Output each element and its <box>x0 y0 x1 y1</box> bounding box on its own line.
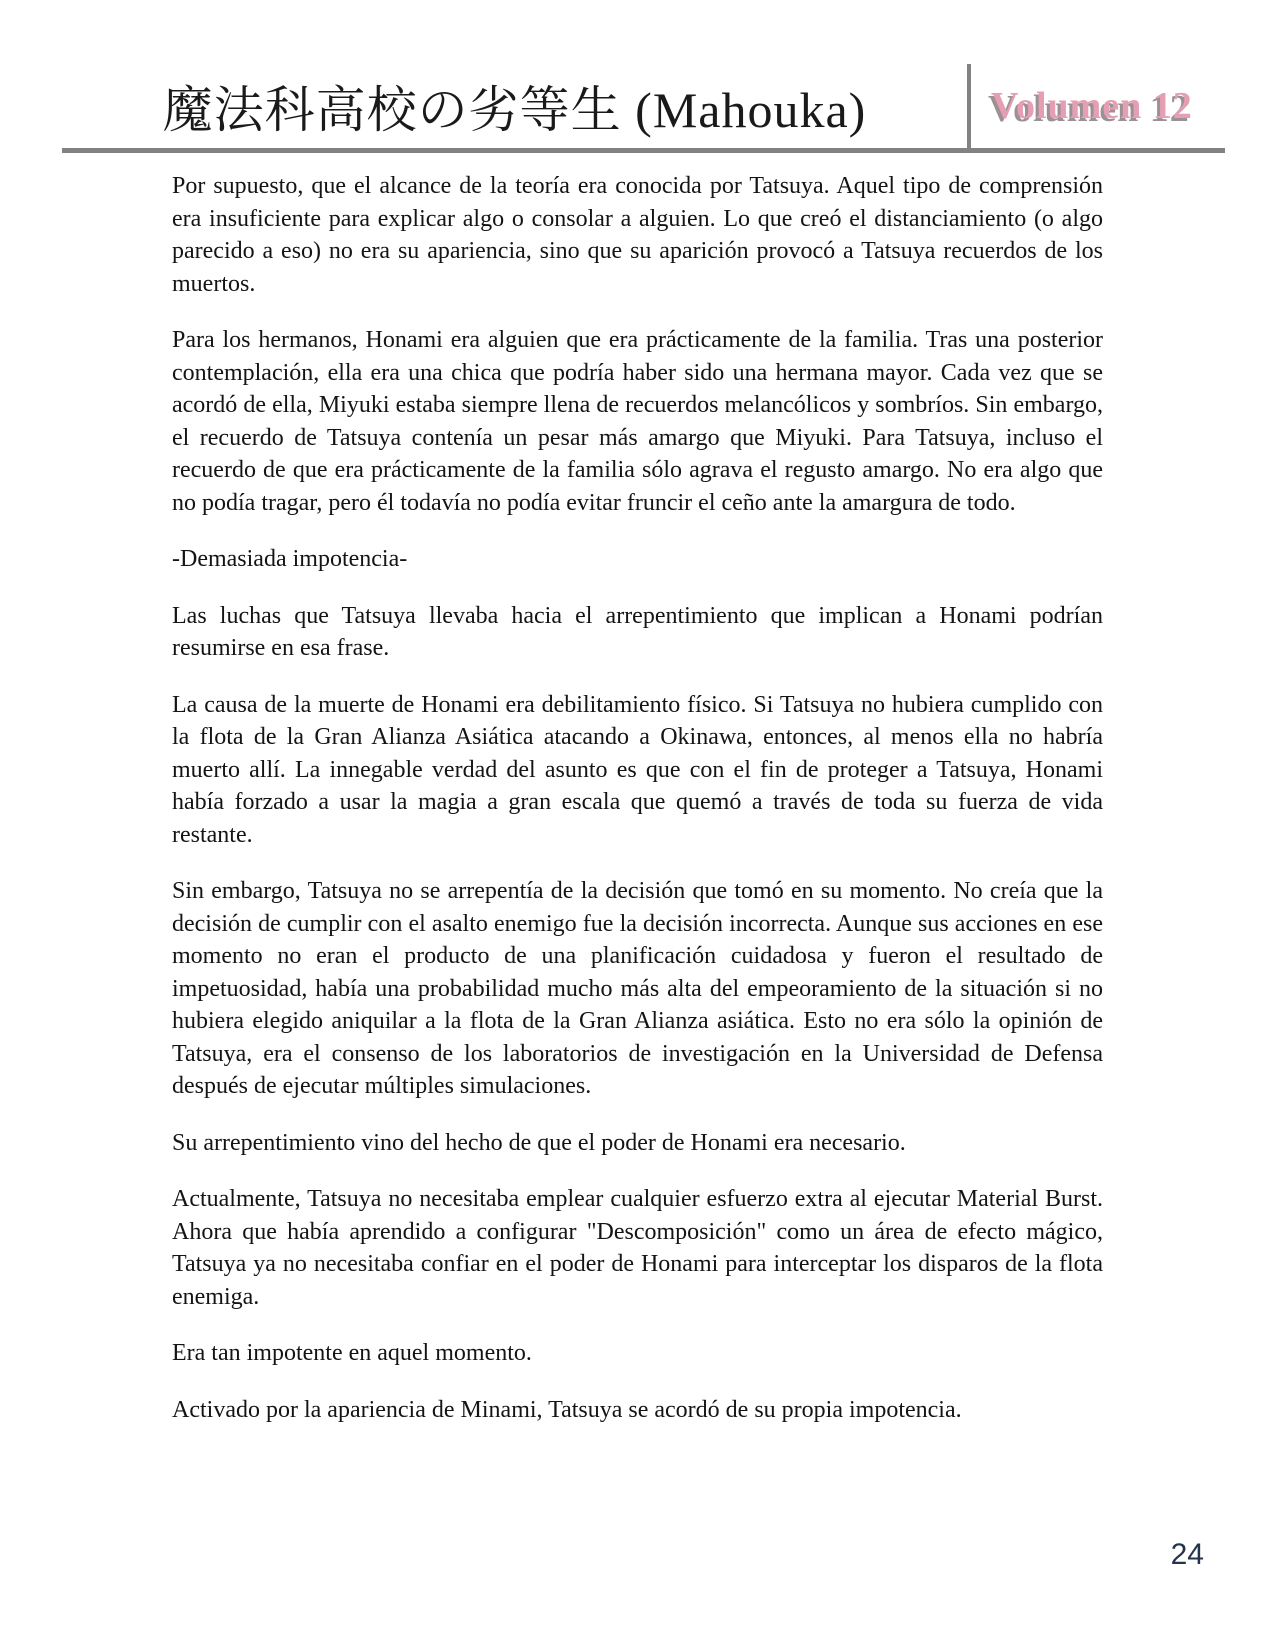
paragraph: Sin embargo, Tatsuya no se arrepentía de la decisión que tomó en su momento. No creía que la decisión de cumplir con el asalto enemigo fue la decisión incorrecta. Aunque sus acciones en ese momento no eran el producto de una planificación cuidadosa y fueron el resultado de impetuosidad, había una probabilidad mucho más alta del empeoramiento de la situación si no hubiera elegido aniquilar a la flota de la Gran Alianza asiática. Esto no era sólo la opinión de Tatsuya, era el consenso de los laboratorios de investigación en la Universidad de Defensa después de ejecutar múltiples simulaciones. <box>172 878 1103 1099</box>
paragraph: Por supuesto, que el alcance de la teoría era conocida por Tatsuya. Aquel tipo de comprensión era insuficiente para explicar algo o consolar a alguien. Lo que creó el distanciamiento (o algo parecido a eso) no era su apariencia, sino que su aparición provocó a Tatsuya recuerdos de los muertos. <box>172 173 1103 297</box>
page-header <box>62 64 1225 153</box>
body-text-block <box>172 170 1103 1450</box>
paragraph: -Demasiada impotencia- <box>172 546 408 572</box>
paragraph: Actualmente, Tatsuya no necesitaba emplear cualquier esfuerzo extra al ejecutar Material Burst. Ahora que había aprendido a configurar "Descomposición" como un área de efecto mágico, Tatsuya ya no necesitaba confiar en el poder de Honami para interceptar los disparos de la flota enemiga. <box>172 1186 1103 1310</box>
page-number: 24 <box>1170 1538 1204 1571</box>
paragraph: Para los hermanos, Honami era alguien que era prácticamente de la familia. Tras una posterior contemplación, ella era una chica que podría haber sido una hermana mayor. Cada vez que se acordó de ella, Miyuki estaba siempre llena de recuerdos melancólicos y sombríos. Sin embargo, el recuerdo de Tatsuya contenía un pesar más amargo que Miyuki. Para Tatsuya, incluso el recuerdo de que era prácticamente de la familia sólo agrava el regusto amargo. No era algo que no podía tragar, pero él todavía no podía evitar fruncir el ceño ante la amargura de todo. <box>172 327 1103 516</box>
paragraph: Era tan impotente en aquel momento. <box>172 1340 532 1366</box>
header-title-cell <box>62 64 967 148</box>
paragraph: La causa de la muerte de Honami era debilitamiento físico. Si Tatsuya no hubiera cumplido con la flota de la Gran Alianza Asiática atacando a Okinawa, entonces, al menos ella no habría muerto allí. La innegable verdad del asunto es que con el fin de proteger a Tatsuya, Honami había forzado a usar la magia a gran escala que quemó a través de toda su fuerza de vida restante. <box>172 691 1103 848</box>
header-volume-cell <box>971 64 1225 148</box>
volume-label: Volumen 12 <box>991 85 1193 127</box>
paragraph: Las luchas que Tatsuya llevaba hacia el arrepentimiento que implican a Honami podrían resumirse en esa frase. <box>172 602 1103 661</box>
paragraph: Su arrepentimiento vino del hecho de que el poder de Honami era necesario. <box>172 1129 906 1156</box>
paragraph: Activado por la apariencia de Minami, Tatsuya se acordó de su propia impotencia. <box>172 1396 962 1423</box>
page-title: 魔法科高校の劣等生 (Mahouka) <box>162 82 867 138</box>
